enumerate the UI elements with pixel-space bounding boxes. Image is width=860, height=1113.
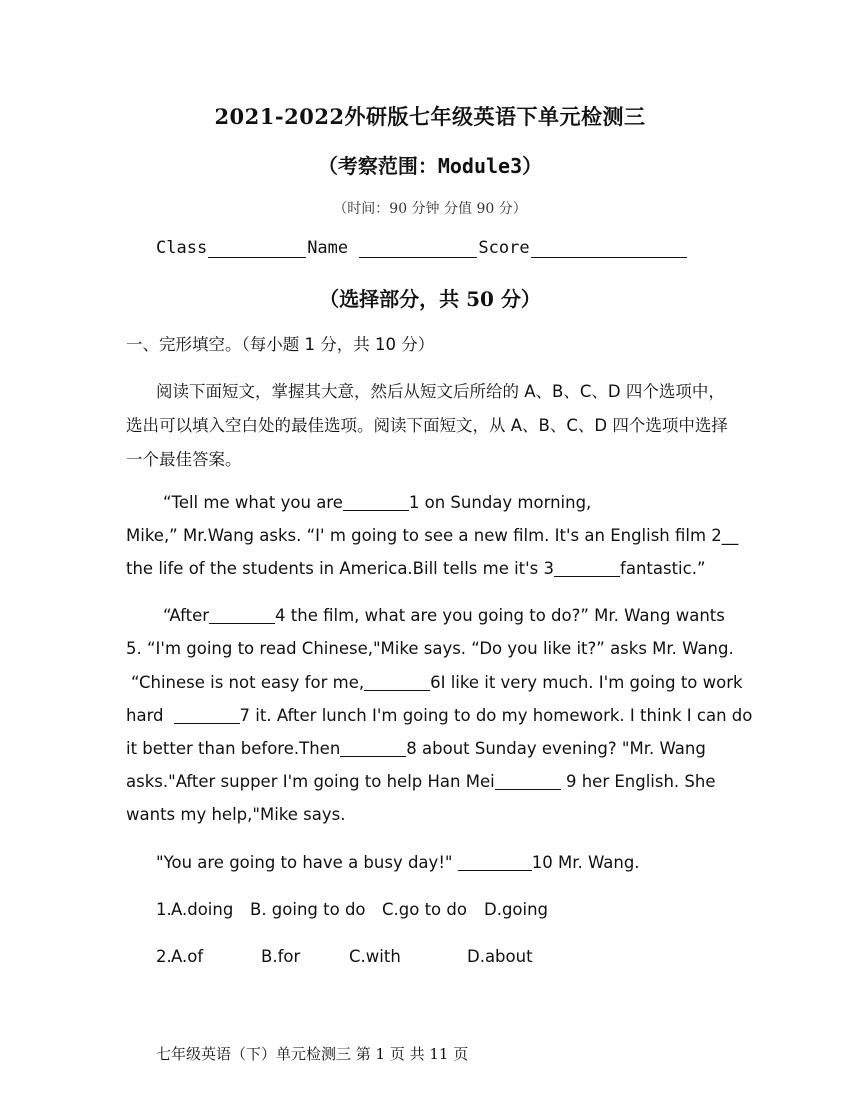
passage-line: wants my help,"Mike says. xyxy=(126,805,346,824)
passage-line xyxy=(163,493,591,512)
option-d: D.going xyxy=(484,900,549,919)
passage-line xyxy=(131,673,743,692)
option-a: A.of xyxy=(171,947,204,966)
answer-blank xyxy=(209,607,275,624)
page-footer: 七年级英语（下）单元检测三 第 1 页 共 11 页 xyxy=(156,1045,469,1063)
passage-text: “Tell me what you are xyxy=(163,493,343,512)
passage-line: Mike,” Mr.Wang asks. “I' m going to see a new film. It's an English film 2__ xyxy=(126,526,739,545)
name-blank[interactable] xyxy=(359,239,477,258)
answer-blank xyxy=(495,773,561,790)
option-a: A.doing xyxy=(171,900,234,919)
option-d: D.about xyxy=(467,947,533,966)
passage-text: 4 the film, what are you going to do?” Mr. Wang wants xyxy=(275,606,725,625)
passage-text: “Chinese is not easy for me, xyxy=(131,673,365,692)
passage-line xyxy=(163,606,725,625)
passage-line xyxy=(156,853,640,872)
section-heading: （选择部分，共 50 分） xyxy=(319,287,541,311)
question-options xyxy=(156,900,716,924)
passage-line xyxy=(126,772,716,791)
option-b: B.for xyxy=(261,947,301,966)
name-label: Name xyxy=(307,238,359,258)
passage-text: 9 her English. She xyxy=(560,772,716,791)
student-info-line xyxy=(156,238,688,258)
option-c: C.with xyxy=(349,947,401,966)
passage-text: it better than before.Then xyxy=(126,739,341,758)
passage-text: "You are going to have a busy day!" xyxy=(156,853,458,872)
page-title: 2021-2022外研版七年级英语下单元检测三 xyxy=(214,104,646,129)
passage-line xyxy=(126,739,706,758)
answer-blank xyxy=(340,740,406,757)
class-label: Class xyxy=(156,238,208,258)
answer-blank xyxy=(343,494,409,511)
score-blank[interactable] xyxy=(531,239,687,258)
answer-blank xyxy=(364,674,430,691)
passage-line xyxy=(126,559,706,578)
answer-blank xyxy=(458,854,532,871)
part1-heading: 一、完形填空。（每小题 1 分，共 10 分） xyxy=(126,335,435,354)
option-c: C.go to do xyxy=(382,900,467,919)
passage-text: 10 Mr. Wang. xyxy=(531,853,640,872)
question-number: 2. xyxy=(156,947,172,966)
passage-text: hard xyxy=(126,706,164,725)
passage-text: 1 on Sunday morning, xyxy=(408,493,592,512)
question-options xyxy=(156,947,716,971)
instruction-line-3: 一个最佳答案。 xyxy=(126,450,242,469)
passage-text: “After xyxy=(163,606,210,625)
instruction-line-2: 选出可以填入空白处的最佳选项。阅读下面短文，从 A、B、C、D 四个选项中选择 xyxy=(126,416,728,435)
passage-line: 5. “I'm going to read Chinese,"Mike says. “Do you like it?” asks Mr. Wang. xyxy=(126,639,734,658)
passage-text: fantastic.” xyxy=(620,559,706,578)
passage-text: 6I like it very much. I'm going to work xyxy=(430,673,743,692)
passage-text: the life of the students in America.Bill tells me it's 3 xyxy=(126,559,555,578)
exam-scope: （考察范围：Module3） xyxy=(317,154,543,178)
class-blank[interactable] xyxy=(208,239,306,258)
passage-text: 8 about Sunday evening? "Mr. Wang xyxy=(406,739,706,758)
score-label: Score xyxy=(478,238,530,258)
answer-blank xyxy=(554,560,620,577)
passage-text: 7 it. After lunch I'm going to do my homework. I think I can do xyxy=(239,706,753,725)
time-and-score-info: （时间：90 分钟 分值 90 分） xyxy=(333,201,527,217)
passage-line xyxy=(126,706,752,725)
option-b: B. going to do xyxy=(250,900,366,919)
passage-text: asks."After supper I'm going to help Han Mei xyxy=(126,772,495,791)
answer-blank xyxy=(174,707,240,724)
instruction-line-1: 阅读下面短文，掌握其大意，然后从短文后所给的 A、B、C、D 四个选项中， xyxy=(156,382,725,401)
question-number: 1. xyxy=(156,900,172,919)
